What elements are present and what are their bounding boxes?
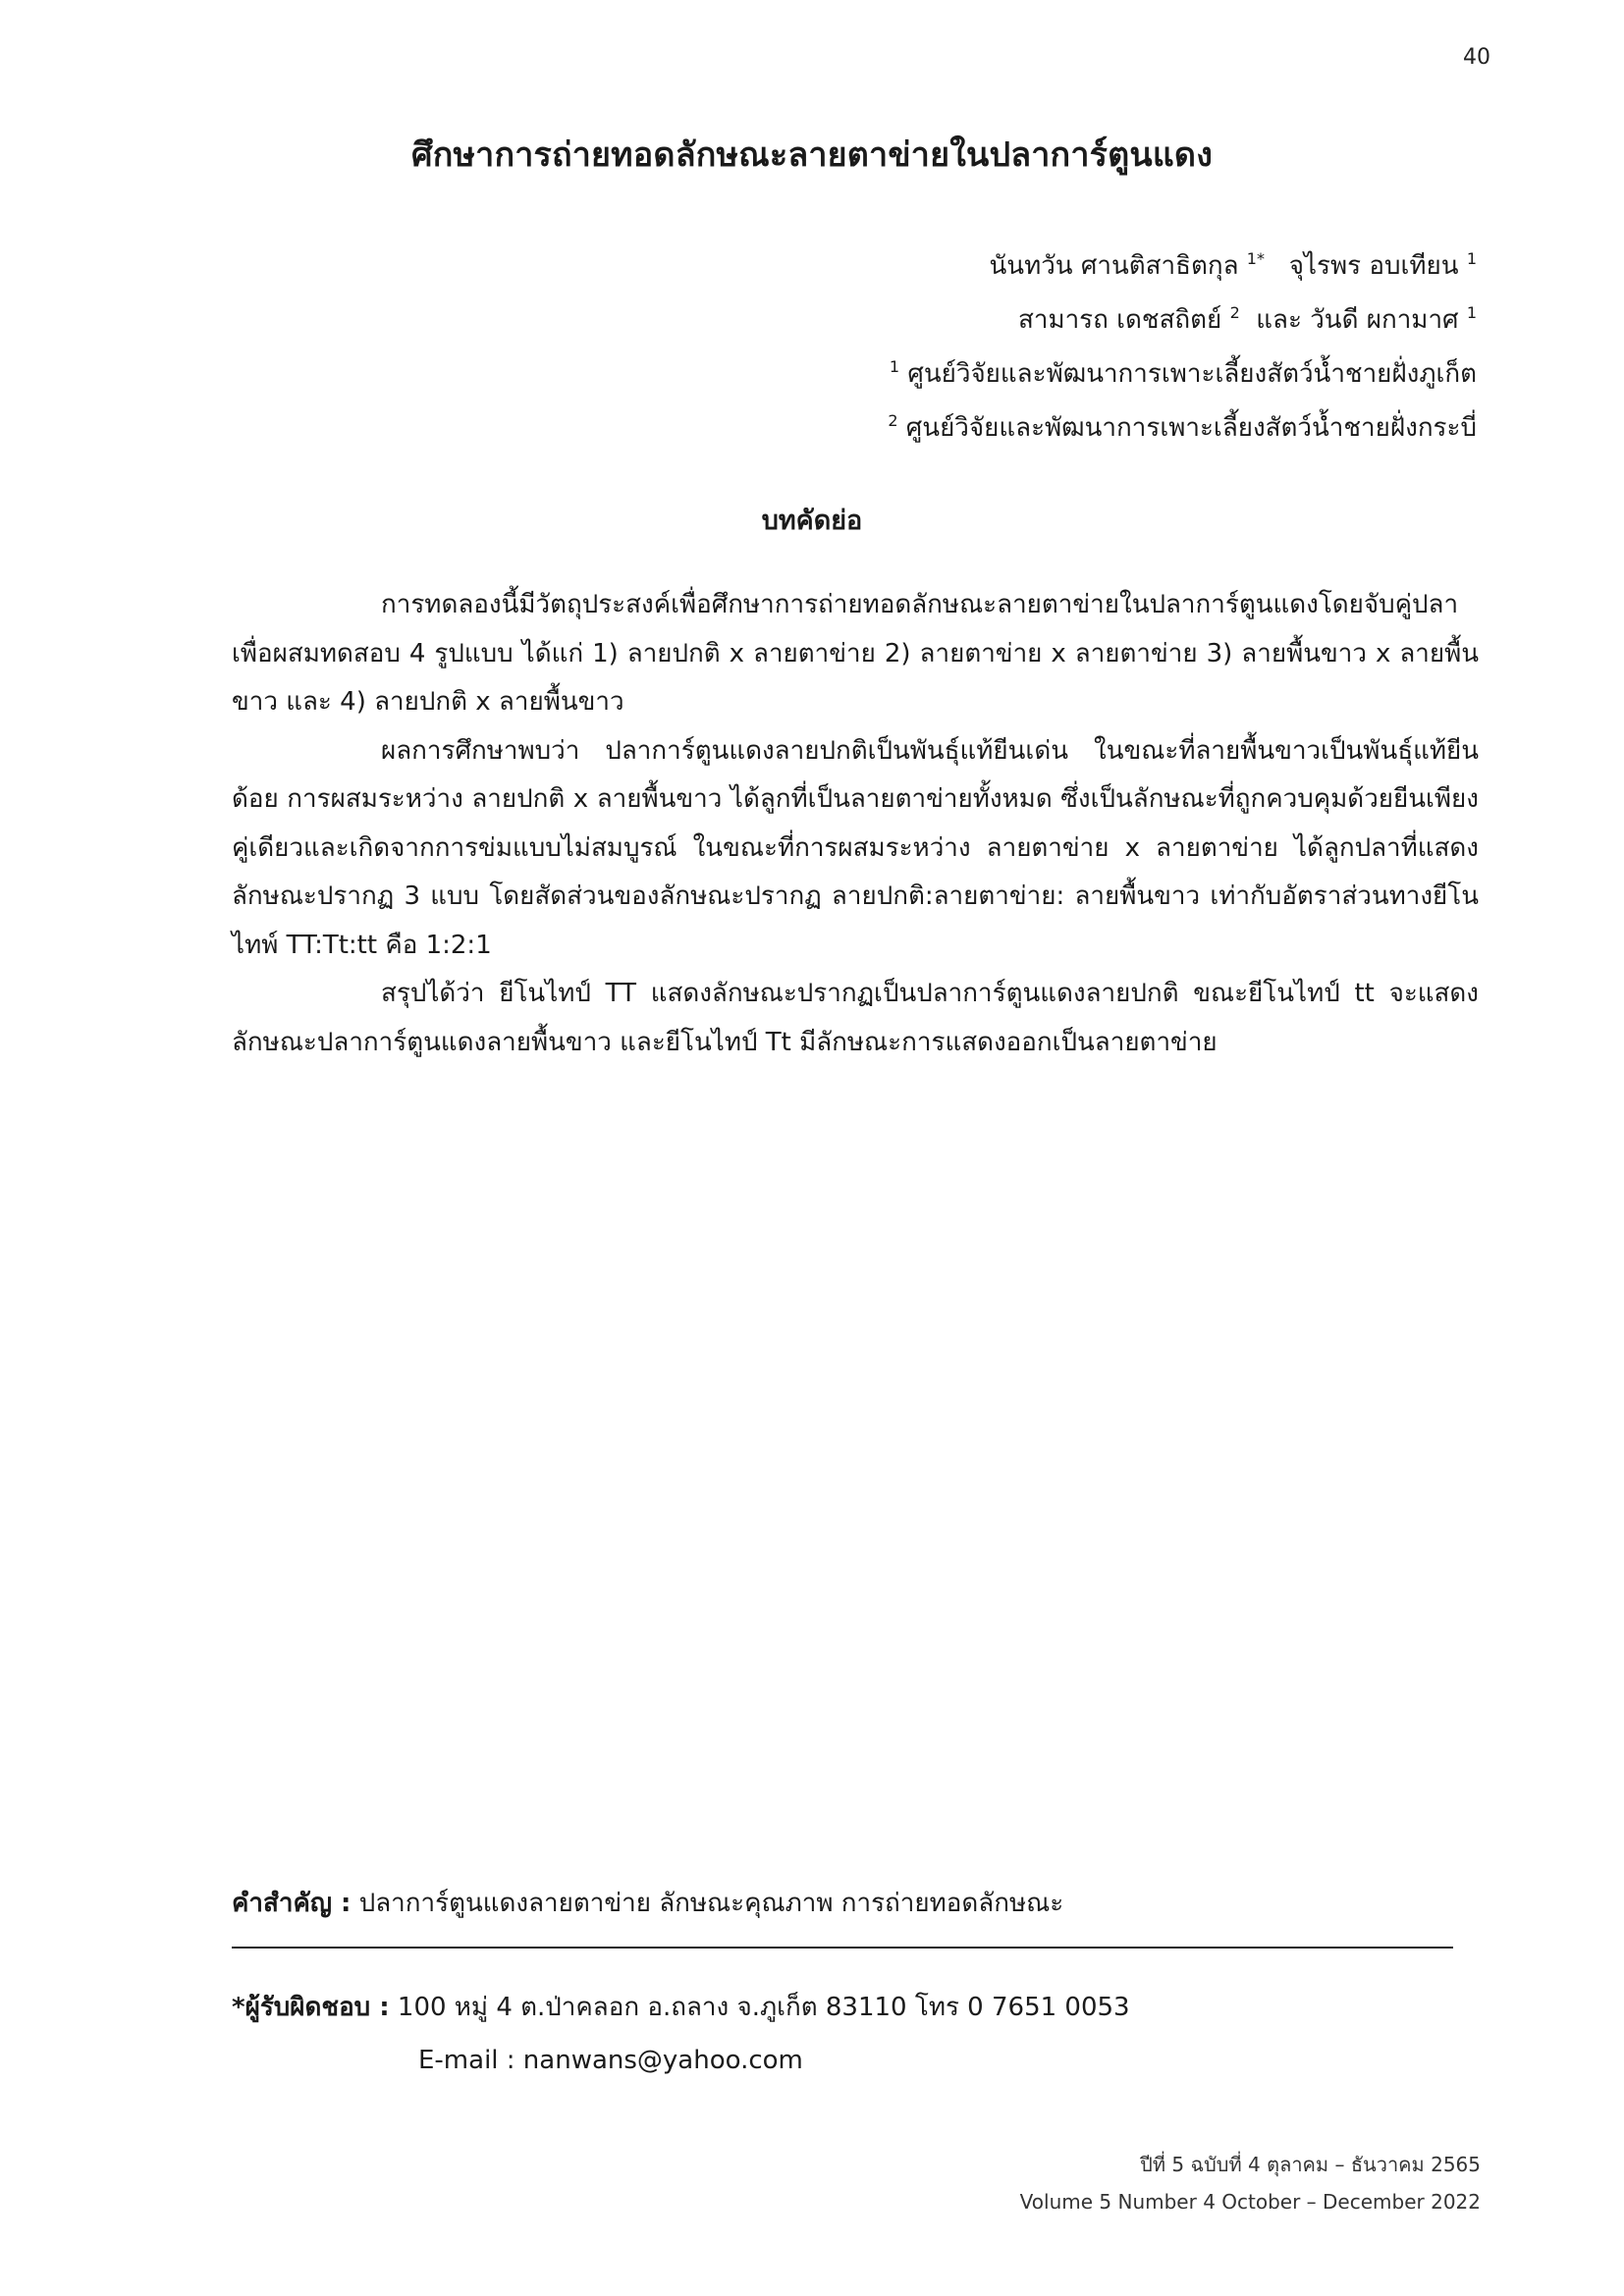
author-affiliation-mark: 1	[1466, 303, 1477, 322]
keywords	[232, 1883, 1063, 1923]
abstract-body	[232, 581, 1479, 1067]
author-block	[888, 236, 1477, 452]
footer-thai: ปีที่ 5 ฉบับที่ 4 ตุลาคม – ธันวาคม 2565	[1140, 2153, 1481, 2176]
abstract-paragraph: การทดลองนี้มีวัตถุประสงค์เพื่อศึกษาการถ่ายทอดลักษณะลายตาข่ายในปลาการ์ตูนแดงโดยจับคู่ปลาเพื่อผสมทดสอบ 4 รูปแบบ ได้แก่ 1) ลายปกติ x ลายตาข่าย 2) ลายตาข่าย x ลายตาข่าย 3) ลายพื้นขาว x ลายพื้นขาว และ 4) ลายปกติ x ลายพื้นขาว	[232, 590, 1479, 717]
journal-footer	[1020, 2146, 1481, 2220]
abstract-paragraph: สรุปได้ว่า ยีโนไทป์ TT แสดงลักษณะปรากฏเป็นปลาการ์ตูนแดงลายปกติ ขณะยีโนไทป์ tt จะแสดงลักษณะปลาการ์ตูนแดงลายพื้นขาว และยีโนไทป์ Tt มีลักษณะการแสดงออกเป็นลายตาข่าย	[232, 979, 1479, 1057]
author-name: สามารถ เดชสถิตย์	[1017, 305, 1222, 335]
affiliation-mark: 2	[888, 411, 898, 430]
author-line-2	[888, 290, 1477, 344]
footnote-divider	[232, 1947, 1453, 1949]
author-line-1	[888, 236, 1477, 290]
affiliation-mark: 1	[889, 357, 900, 376]
corresponding-label: *ผู้รับผิดชอบ :	[232, 1993, 390, 2022]
author-name: จุไรพร อบเทียน	[1288, 251, 1459, 281]
page-number: 40	[1463, 45, 1490, 70]
abstract-heading: บทคัดย่อ	[761, 506, 863, 536]
abstract-paragraph: ผลการศึกษาพบว่า ปลาการ์ตูนแดงลายปกติเป็นพันธุ์แท้ยีนเด่น ในขณะที่ลายพื้นขาวเป็นพันธุ์แท้ยีนด้อย การผสมระหว่าง ลายปกติ x ลายพื้นขาว ได้ลูกที่เป็นลายตาข่ายทั้งหมด ซึ่งเป็นลักษณะที่ถูกควบคุมด้วยยีนเพียงคู่เดียวและเกิดจากการข่มแบบไม่สมบูรณ์ ในขณะที่การผสมระหว่าง ลายตาข่าย x ลายตาข่าย ได้ลูกปลาที่แสดงลักษณะปรากฏ 3 แบบ โดยสัดส่วนของลักษณะปรากฏ ลายปกติ:ลายตาข่าย: ลายพื้นขาว เท่ากับอัตราส่วนทางยีโนไทพ์ TT:Tt:tt คือ 1:2:1	[232, 735, 1479, 960]
author-affiliation-mark: 1	[1466, 249, 1477, 268]
author-conjunction: และ	[1256, 305, 1302, 335]
paper-title: ศึกษาการถ่ายทอดลักษณะลายตาข่ายในปลาการ์ตูนแดง	[410, 135, 1214, 175]
footer-english: Volume 5 Number 4 October – December 2022	[1019, 2190, 1481, 2214]
corresponding-address: 100 หมู่ 4 ต.ป่าคลอก อ.ถลาง จ.ภูเก็ต 83110 โทร 0 7651 0053	[397, 1993, 1130, 2022]
keywords-text: ปลาการ์ตูนแดงลายตาข่าย ลักษณะคุณภาพ การถ่ายทอดลักษณะ	[358, 1889, 1064, 1918]
keywords-label: คำสำคัญ :	[232, 1889, 352, 1918]
author-name: นันทวัน ศานติสาธิตกุล	[989, 251, 1239, 281]
affiliation-text: ศูนย์วิจัยและพัฒนาการเพาะเลี้ยงสัตว์น้ำชายฝั่งภูเก็ต	[907, 359, 1477, 389]
author-affiliation-mark: 2	[1229, 303, 1240, 322]
corresponding-author	[232, 1981, 1130, 2087]
author-affiliation-mark: 1*	[1246, 249, 1265, 268]
affiliation-2	[888, 398, 1477, 452]
affiliation-1	[888, 344, 1477, 398]
corresponding-address-line	[232, 1981, 1130, 2034]
author-name: วันดี ผกามาศ	[1310, 305, 1459, 335]
corresponding-email: E-mail : nanwans@yahoo.com	[418, 2046, 803, 2075]
affiliation-text: ศูนย์วิจัยและพัฒนาการเพาะเลี้ยงสัตว์น้ำชายฝั่งกระบี่	[905, 413, 1477, 443]
